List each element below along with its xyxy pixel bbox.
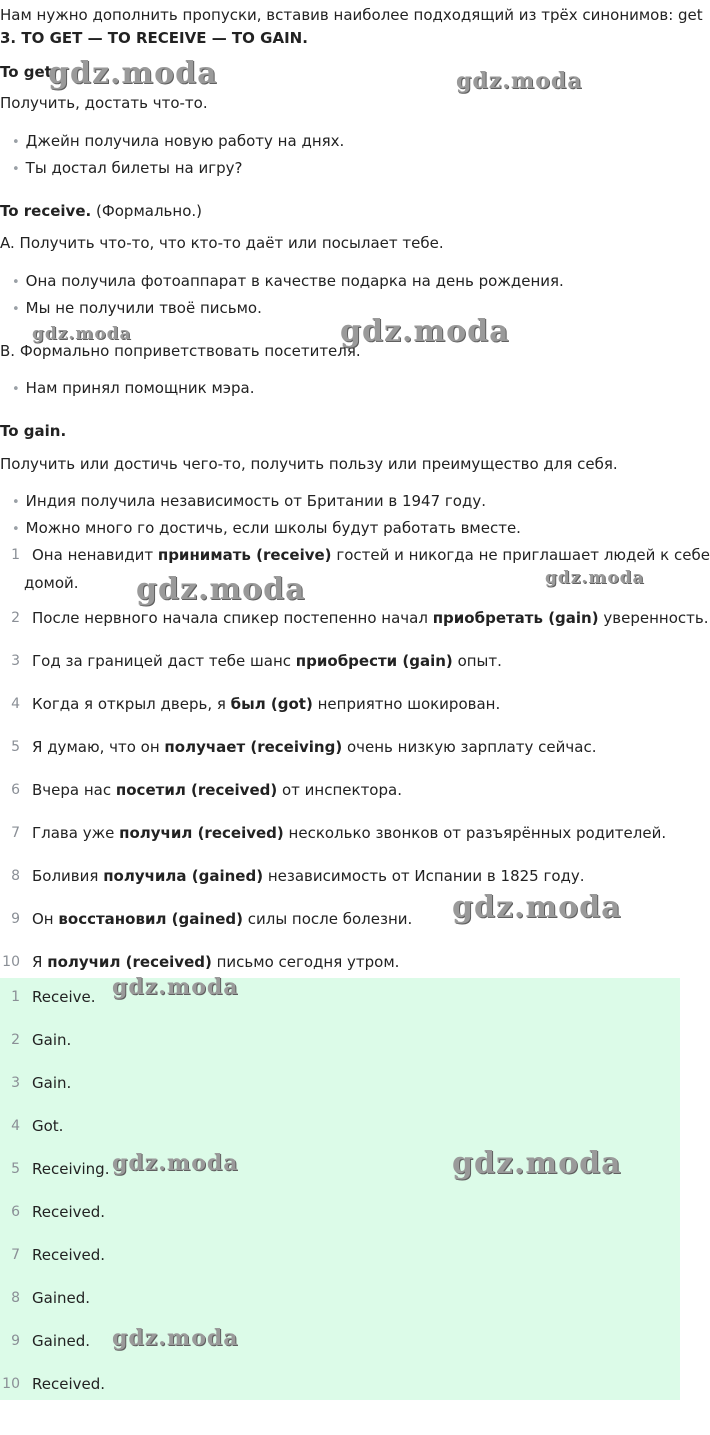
- intro-text: Нам нужно дополнить пропуски, вставив наиболее подходящий из трёх синонимов: get: [0, 6, 703, 24]
- example-gain-2: • Можно много го достичь, если школы будут работать вместе.: [12, 518, 521, 540]
- answer-text: Received.: [32, 1246, 106, 1264]
- answer-text: Received.: [32, 1203, 106, 1221]
- exercise-after: уверенность.: [598, 609, 709, 627]
- definition-gain: Получить или достичь чего-то, получить пользу или преимущество для себя.: [0, 455, 618, 473]
- answer-text: Gain.: [32, 1031, 72, 1049]
- exercise-sentence: [32, 694, 500, 714]
- exercise-number: 4: [11, 696, 20, 712]
- exercise-answer-word: получает (receiving): [164, 738, 343, 756]
- term-get: To get.: [0, 63, 58, 81]
- exercise-after: от инспектора.: [277, 781, 402, 799]
- example-receive-a-1: • Она получила фотоаппарат в качестве подарка на день рождения.: [12, 271, 564, 293]
- exercise-after: независимость от Испании в 1825 году.: [263, 867, 585, 885]
- exercise-number: 3: [11, 653, 20, 669]
- watermark: gdz.moda: [112, 1150, 239, 1176]
- example-gain-1: • Индия получила независимость от Британии в 1947 году.: [12, 491, 486, 513]
- exercise-before: Я: [32, 953, 48, 971]
- exercise-sentence: [32, 909, 412, 929]
- definition-receive-b: B. Формально поприветствовать посетителя.: [0, 342, 361, 360]
- answer-text: Got.: [32, 1117, 64, 1135]
- exercise-before: Я думаю, что он: [32, 738, 165, 756]
- exercise-sentence: [32, 545, 710, 565]
- exercise-after: опыт.: [452, 652, 502, 670]
- watermark: gdz.moda: [456, 68, 583, 94]
- exercise-number: 1: [11, 547, 20, 563]
- exercise-after: неприятно шокирован.: [312, 695, 501, 713]
- answer-text: Receiving.: [32, 1160, 110, 1178]
- exercise-before: Глава уже: [32, 824, 120, 842]
- answer-text: Gain.: [32, 1074, 72, 1092]
- exercise-number: 10: [2, 954, 20, 970]
- answer-number: 8: [11, 1290, 20, 1306]
- answer-text: Gained.: [32, 1332, 91, 1350]
- exercise-after: несколько звонков от разъярённых родителей.: [283, 824, 667, 842]
- exercise-after: гостей и никогда не приглашает людей к себе: [331, 546, 710, 564]
- term-receive-line: [0, 201, 202, 221]
- watermark: gdz.moda: [112, 974, 239, 1000]
- exercise-before: Он: [32, 910, 59, 928]
- answer-number: 9: [11, 1333, 20, 1349]
- watermark: gdz.moda: [48, 56, 218, 91]
- example-receive-b-1: • Нам принял помощник мэра.: [12, 378, 255, 400]
- exercise-before: Год за границей даст тебе шанс: [32, 652, 296, 670]
- answer-number: 7: [11, 1247, 20, 1263]
- answer-number: 10: [2, 1376, 20, 1392]
- exercise-sentence: [32, 737, 596, 757]
- example-get-1: • Джейн получила новую работу на днях.: [12, 131, 344, 153]
- exercise-sentence: [32, 823, 666, 843]
- exercise-before: Вчера нас: [32, 781, 116, 799]
- watermark: gdz.moda: [452, 890, 622, 925]
- exercise-number: 7: [11, 825, 20, 841]
- exercise-title: 3. TO GET — TO RECEIVE — TO GAIN.: [0, 29, 308, 47]
- term-receive-note: (Формально.): [95, 202, 202, 220]
- exercise-before: После нервного начала спикер постепенно начал: [32, 609, 433, 627]
- answer-text: Gained.: [32, 1289, 91, 1307]
- exercise-answer-word: восстановил (gained): [58, 910, 243, 928]
- exercise-number: 2: [11, 610, 20, 626]
- exercise-answer-word: принимать (receive): [157, 546, 332, 564]
- exercise-sentence: [32, 651, 502, 671]
- exercise-sentence-continuation: домой.: [24, 574, 79, 592]
- answer-text: Receive.: [32, 988, 96, 1006]
- example-get-2: • Ты достал билеты на игру?: [12, 158, 242, 180]
- exercise-after: силы после болезни.: [242, 910, 413, 928]
- exercise-before: Когда я открыл дверь, я: [32, 695, 231, 713]
- watermark: gdz.moda: [112, 1325, 239, 1351]
- term-gain: To gain.: [0, 422, 67, 440]
- exercise-sentence: [32, 780, 402, 800]
- definition-get: Получить, достать что-то.: [0, 94, 208, 112]
- answer-number: 4: [11, 1118, 20, 1134]
- exercise-answer-word: получил (received): [47, 953, 212, 971]
- exercise-before: Боливия: [32, 867, 104, 885]
- exercise-number: 6: [11, 782, 20, 798]
- exercise-number: 8: [11, 868, 20, 884]
- answer-number: 2: [11, 1032, 20, 1048]
- exercise-answer-word: посетил (received): [115, 781, 278, 799]
- exercise-answer-word: получила (gained): [103, 867, 264, 885]
- watermark: gdz.moda: [545, 568, 645, 588]
- exercise-answer-word: был (got): [230, 695, 313, 713]
- exercise-sentence: [32, 866, 585, 886]
- exercise-answer-word: приобрести (gain): [295, 652, 453, 670]
- answer-text: Received.: [32, 1375, 106, 1393]
- watermark: gdz.moda: [136, 572, 306, 607]
- example-receive-a-2: • Мы не получили твоё письмо.: [12, 298, 262, 320]
- exercise-sentence: [32, 952, 399, 972]
- exercise-number: 5: [11, 739, 20, 755]
- watermark: gdz.moda: [452, 1146, 622, 1181]
- answers-panel: [0, 978, 680, 1400]
- watermark: gdz.moda: [32, 324, 132, 344]
- exercise-sentence: [32, 608, 708, 628]
- watermark: gdz.moda: [340, 314, 510, 349]
- exercise-answer-word: получил (received): [119, 824, 284, 842]
- exercise-before: Она ненавидит: [32, 546, 158, 564]
- exercise-after: очень низкую зарплату сейчас.: [342, 738, 597, 756]
- exercise-answer-word: приобретать (gain): [432, 609, 599, 627]
- definition-receive-a: A. Получить что-то, что кто-то даёт или посылает тебе.: [0, 234, 444, 252]
- answer-number: 6: [11, 1204, 20, 1220]
- exercise-number: 9: [11, 911, 20, 927]
- answer-number: 3: [11, 1075, 20, 1091]
- answer-number: 5: [11, 1161, 20, 1177]
- term-receive: To receive.: [0, 202, 92, 220]
- answer-number: 1: [11, 989, 20, 1005]
- exercise-after: письмо сегодня утром.: [211, 953, 400, 971]
